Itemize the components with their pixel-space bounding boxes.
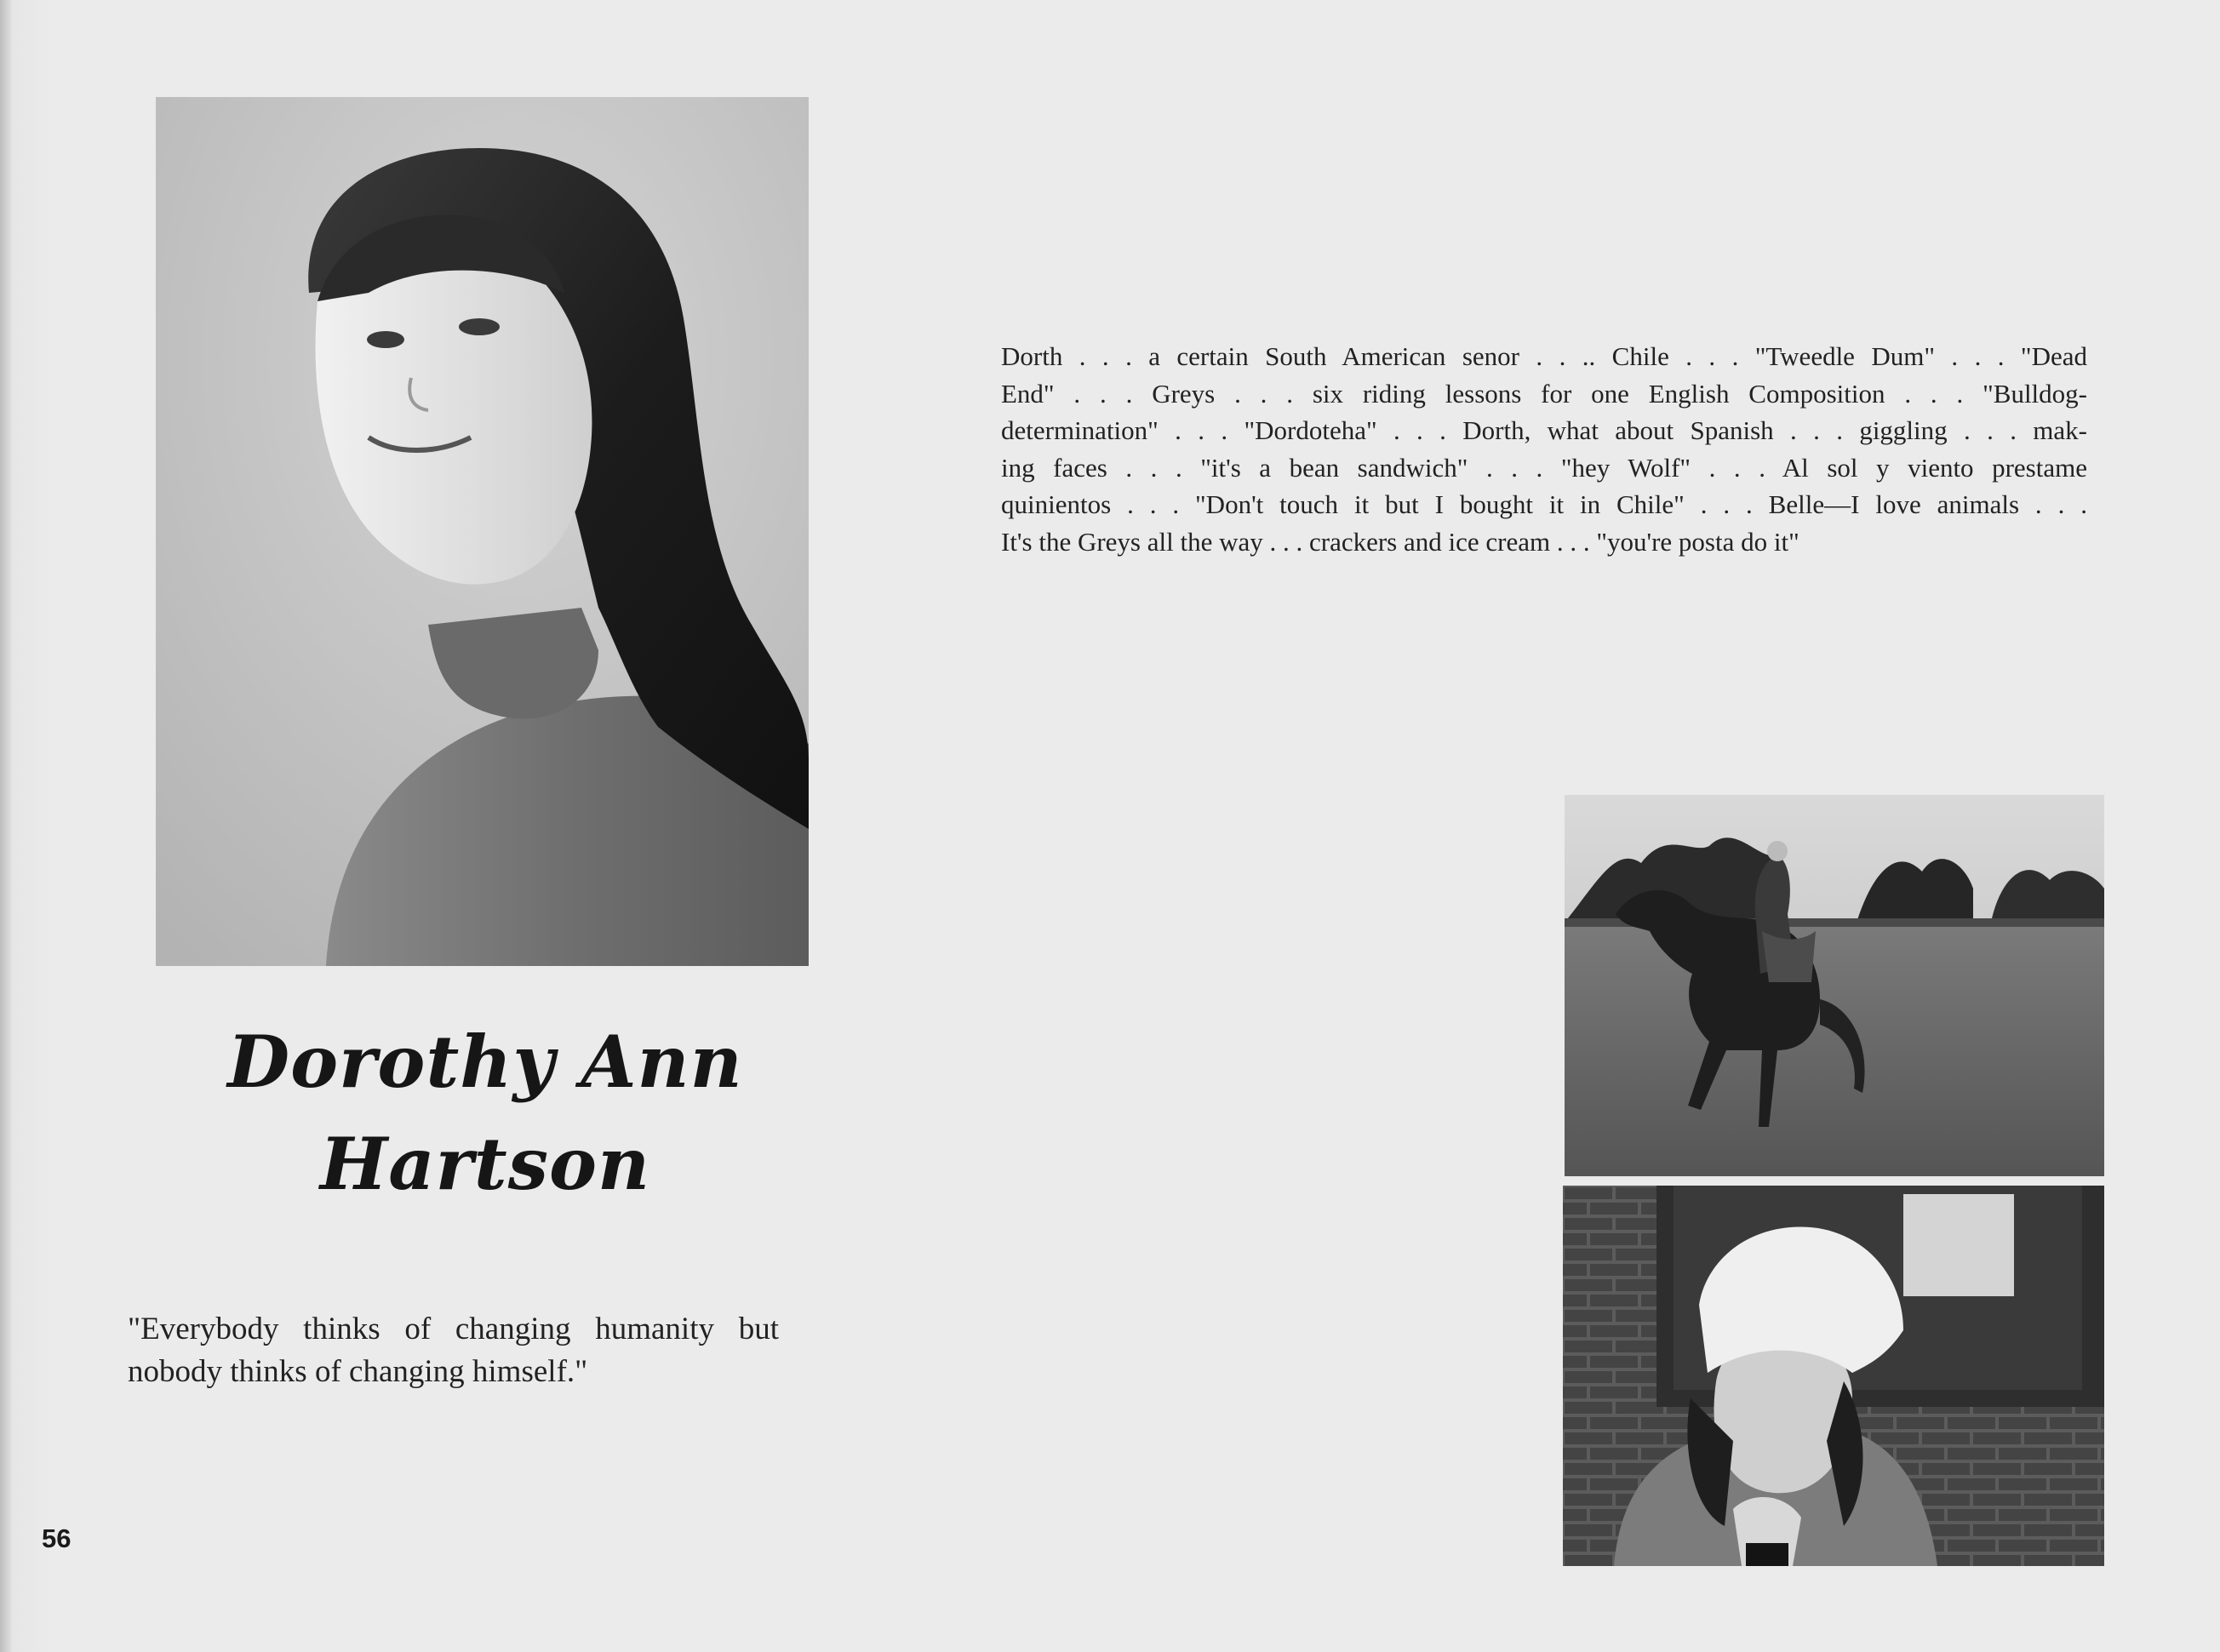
bio-line: It's the Greys all the way . . . crackers and ice cream . . . "you're posta do it" <box>1001 526 1799 557</box>
bio-line: End" . . . Greys . . . six riding lessons for one English Composition . . . "Bulldog- <box>1001 378 2087 409</box>
student-name-line2: Hartson <box>319 1122 651 1206</box>
bio-paragraph <box>1001 338 2087 560</box>
indoor-hat-image <box>1563 1186 2104 1566</box>
senior-quote <box>128 1308 779 1393</box>
quote-line: nobody thinks of changing himself." <box>128 1354 588 1389</box>
horse-riding-image <box>1565 795 2104 1176</box>
bio-line: quinientos . . . "Don't touch it but I bought it in Chile" . . . Belle—I love animals . . . <box>1001 489 2087 519</box>
page-binding-edge <box>0 0 12 1652</box>
student-name-line1: Dorothy Ann <box>227 1020 743 1104</box>
senior-portrait-photo <box>156 97 809 966</box>
bio-line: Dorth . . . a certain South American senor . . .. Chile . . . "Tweedle Dum" . . . "Dead <box>1001 341 2087 371</box>
horse-riding-photo <box>1565 795 2104 1176</box>
portrait-image <box>156 97 809 966</box>
indoor-hat-photo <box>1563 1186 2104 1566</box>
bio-line: ing faces . . . "it's a bean sandwich" . . . "hey Wolf" . . . Al sol y viento prestame <box>1001 452 2087 483</box>
page-number: 56 <box>42 1523 72 1553</box>
bio-line: determination" . . . "Dordoteha" . . . Dorth, what about Spanish . . . giggling . . . mak- <box>1001 415 2087 445</box>
quote-line: "Everybody thinks of changing humanity but <box>128 1312 779 1346</box>
